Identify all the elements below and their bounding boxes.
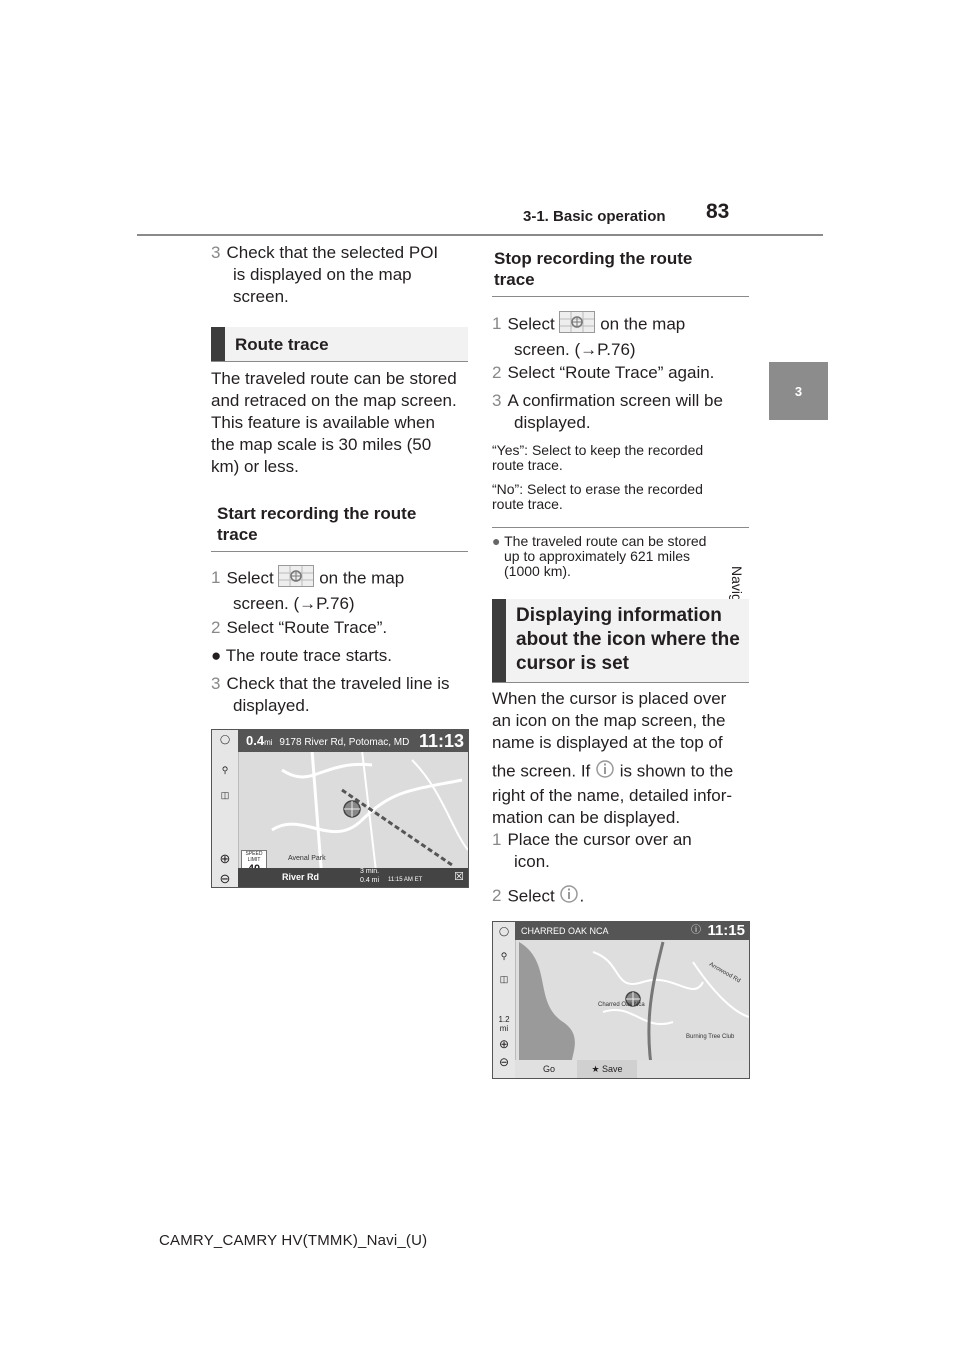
route-trace-heading: Route trace [211,327,468,362]
map-scale: 1.2 mi [498,1015,510,1033]
route-icon[interactable]: ◫ [499,974,509,984]
start-step-1: 1 Select on the map screen. (→P.76) [211,565,481,615]
compass-icon[interactable]: ◯ [498,926,510,936]
start-step-2: 2 Select “Route Trace”. [211,618,388,637]
footer-doc-id: CAMRY_CAMRY HV(TMMK)_Navi_(U) [159,1232,428,1249]
bullet-route-starts: ● The route trace starts. [211,646,392,665]
save-button[interactable]: ★ Save [577,1060,637,1078]
note-divider [492,527,749,528]
section-title: 3-1. Basic operation [523,208,666,225]
route-trace-map: ◯ ⚲ ◫ ⊕ ⊖ 0.4mi 9178 River Rd, Potomac, MD 11:13 SPEED LIMIT Avenal Park River Rd 3 min. 0.4 mi 11:15 AM ET ☒ [211,729,469,888]
route-trace-intro: The traveled route can be stored and retraced on the map screen. This feature is available when the map scale is 30 miles (50 km) or less. [211,369,457,476]
cursor-step-2: 2 Select . [492,884,584,910]
displaying-info-heading: Displaying information about the icon where the cursor is set [492,599,749,683]
route-icon[interactable]: ◫ [220,790,230,800]
zoom-out-icon[interactable]: ⊖ [219,871,231,886]
info-icon[interactable]: ⓘ [691,925,701,936]
step-check-poi: 3 Check that the selected POI is displayed on the map screen. [211,243,439,306]
star-icon: ★ [591,1064,600,1074]
chapter-tab [769,362,828,420]
header-rule [137,234,823,236]
start-recording-heading: Start recording the route trace [211,503,468,552]
go-button[interactable]: Go [542,1064,555,1074]
storage-note: ● The traveled route can be stored up to approximately 621 miles (1000 km). [492,533,707,579]
map1-bottom-bar: River Rd 3 min. 0.4 mi 11:15 AM ET ☒ [238,868,468,887]
zoom-in-icon[interactable]: ⊕ [498,1037,510,1051]
chapter-number: 3 [794,383,803,399]
map2-side-toolbar [493,922,516,1078]
search-icon[interactable]: ⚲ [500,951,508,961]
no-option-note: “No”: Select to erase the recorded route trace. [492,481,703,512]
map-menu-icon [559,311,595,339]
page-number: 83 [706,200,730,223]
map-side-toolbar [212,730,239,887]
note-bullet-icon: ● [492,533,501,549]
bullet-icon: ● [211,646,222,665]
speed-limit-sign: SPEED LIMIT [241,850,267,880]
stop-recording-heading: Stop recording the route trace [492,248,749,297]
compass-icon[interactable]: ◯ [219,734,231,744]
yes-option-note: “Yes”: Select to keep the recorded route trace. [492,442,704,473]
info-icon [595,759,615,785]
poi-info-map: ◯ ⚲ ◫ 1.2 mi ⊕ ⊖ CHARRED OAK NCA ⓘ 11:15 Charred Oak Nca Burning Tree Club Arrowood Rd Go ★ Save [492,921,750,1079]
stop-step-2: 2 Select “Route Trace” again. [492,363,715,382]
close-icon[interactable]: ☒ [454,871,464,883]
cursor-step-1: 1 Place the cursor over an icon. [492,830,692,871]
cursor-info-paragraph: When the cursor is placed over an icon on the map screen, the name is displayed at the top of the screen. If is shown to the right of the name, detailed infor- mation can be displayed. [492,689,734,827]
info-icon [559,884,579,910]
map-menu-icon [278,565,314,593]
map2-top-bar: CHARRED OAK NCA ⓘ 11:15 [515,922,749,940]
search-icon[interactable]: ⚲ [221,765,229,775]
stop-step-1: 1 Select on the map screen. (→P.76) [492,311,762,361]
stop-step-3: 3 A confirmation screen will be displayed. [492,391,723,432]
map1-top-bar: 0.4mi 9178 River Rd, Potomac, MD 11:13 [238,730,468,752]
zoom-out-icon[interactable]: ⊖ [498,1055,510,1069]
map2-bottom-bar [515,1060,749,1078]
start-step-3: 3 Check that the traveled line is displayed. [211,674,450,715]
zoom-in-icon[interactable]: ⊕ [219,851,231,866]
